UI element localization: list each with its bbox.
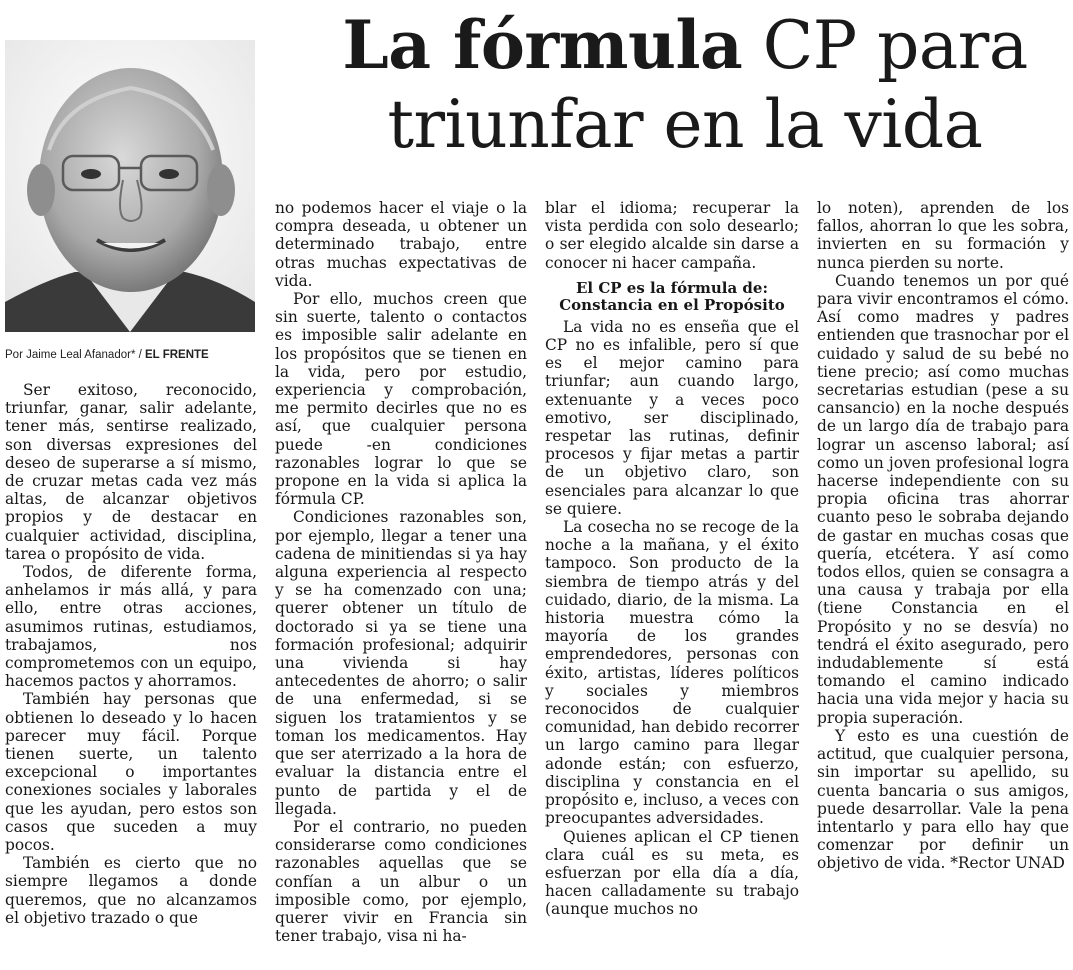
paragraph: También es cierto que no siempre llegamos a donde queremos, que no alcanzamos el objetivo trazado o que <box>5 854 257 927</box>
byline-author: Por Jaime Leal Afanador* <box>5 349 136 361</box>
subheading: El CP es la fórmula de: Constancia en el Propósito <box>559 278 785 314</box>
paragraph: La vida no es enseña que el CP no es infalible, pero sí que es el mejor camino para triunfar; aun cuando largo, extenuante y a veces poco emotivo, ser disciplinado, respetar las rutinas, definir procesos y fijar metas a partir de un objetivo claro, son esenciales para alcanzar lo que se quiere. <box>545 317 799 518</box>
byline-outlet: EL FRENTE <box>145 349 209 361</box>
headline-regular: CP para <box>742 7 1028 84</box>
headline <box>305 6 1065 165</box>
paragraph: Todos, de diferente forma, anhelamos ir más allá, y para ello, entre otras acciones, asumimos rutinas, estudiamos, trabajamos, nos comprometemos con un equipo, hacemos pactos y ahorramos. <box>5 563 257 691</box>
author-portrait-icon <box>5 40 255 332</box>
paragraph: blar el idioma; recuperar la vista perdida con solo desearlo; o ser elegido alcalde sin darse a conocer ni hacer campaña. <box>545 199 799 272</box>
article-column-4 <box>817 199 1069 873</box>
article-column-1 <box>5 381 257 927</box>
article-column-3 <box>545 199 799 919</box>
byline-separator: / <box>135 349 146 361</box>
author-portrait <box>5 40 255 332</box>
paragraph: Ser exitoso, reconocido, triunfar, ganar, salir adelante, tener más, sentirse realizado, son diversas expresiones del deseo de superarse a sí mismo, de cruzar metas cada vez más altas, de alcanzar objetivos propios y de destacar en cualquier actividad, disciplina, tarea o propósito de vida. <box>5 381 257 563</box>
article-column-2 <box>275 199 527 945</box>
paragraph: Condiciones razonables son, por ejemplo, llegar a tener una cadena de minitiendas si ya hay alguna experiencia al respecto y se ha comenzado con una; querer obtener un título de doctorado si ya se tiene una formación profesional; adquirir una vivienda si hay antecedentes de ahorro; o salir de una enfermedad, si se siguen los tratamientos y se toman los medicamentos. Hay que ser aterrizado a la hora de evaluar la distancia entre el punto de partida y el de llegada. <box>275 508 527 818</box>
paragraph: no podemos hacer el viaje o la compra deseada, u obtener un determinado trabajo, entre otras muchas expectativas de vida. <box>275 199 527 290</box>
byline <box>5 349 209 361</box>
paragraph: Por ello, muchos creen que sin suerte, talento o contactos es imposible salir adelante en los propósitos que se tienen en la vida, pero por estudio, experiencia y comprobación, me permito decirles que no es así, que cualquier persona puede -en condiciones razonables lograr lo que se propone en la vida si aplica la fórmula CP. <box>275 290 527 509</box>
headline-bold: La fórmula <box>342 6 743 84</box>
paragraph: La cosecha no se recoge de la noche a la mañana, y el éxito tampoco. Son producto de la siembra de tiempo atrás y del cuidado, diario, de la misma. La historia muestra cómo la mayoría de los grandes emprendedores, personas con éxito, artistas, líderes políticos y sociales y miembros reconocidos de cualquier comunidad, han debido recorrer un largo camino para llegar adonde están; con esfuerzo, disciplina y constancia en el propósito e, incluso, a veces con preocupantes adversidades. <box>545 518 799 828</box>
headline-line-1 <box>305 6 1065 85</box>
paragraph: Quienes aplican el CP tienen clara cuál es su meta, es esfuerzan por ella día a día, hacen calladamente su trabajo (aunque muchos no <box>545 827 799 919</box>
headline-line-2: triunfar en la vida <box>387 86 983 163</box>
paragraph: También hay personas que obtienen lo deseado y lo hacen parecer muy fácil. Porque tienen suerte, un talento excepcional o importantes conexiones sociales y laborales que les ayudan, pero estos son casos que suceden a muy pocos. <box>5 690 257 855</box>
paragraph: Y esto es una cuestión de actitud, que cualquier persona, sin importar su apellido, su cuenta bancaria o sus amigos, puede desarrollar. Vale la pena intentarlo y para ello hay que comenzar por definir un objetivo de vida. *Rector UNAD <box>817 726 1069 873</box>
paragraph: Cuando tenemos un por qué para vivir encontramos el cómo. Así como madres y padres entienden que trasnochar por el cuidado y salud de su bebé no tiene precio; así como muchas secretarias estudian (pese a su cansancio) en la noche después de un largo día de trabajo para lograr un ascenso laboral; así como un joven profesional logra hacerse independiente con su propia oficina tras ahorrar cuanto peso le sobraba dejando de gastar en muchas cosas que quería, etcétera. Y así como todos ellos, quien se consagra a una causa y trabaja por ella (tiene Constancia en el Propósito y no se desvía) no tendrá el éxito asegurado, pero indudablemente sí está tomando el camino indicado hacia una vida mejor y hacia su propia superación. <box>817 271 1069 727</box>
paragraph: Por el contrario, no pueden considerarse como condiciones razonables aquellas que se confían a un albur o un imposible como, por ejemplo, querer vivir en Francia sin tener trabajo, visa ni ha- <box>275 817 527 946</box>
paragraph: lo noten), aprenden de los fallos, ahorran lo que les sobra, invierten en su formación y nunca pierden su norte. <box>817 199 1069 272</box>
